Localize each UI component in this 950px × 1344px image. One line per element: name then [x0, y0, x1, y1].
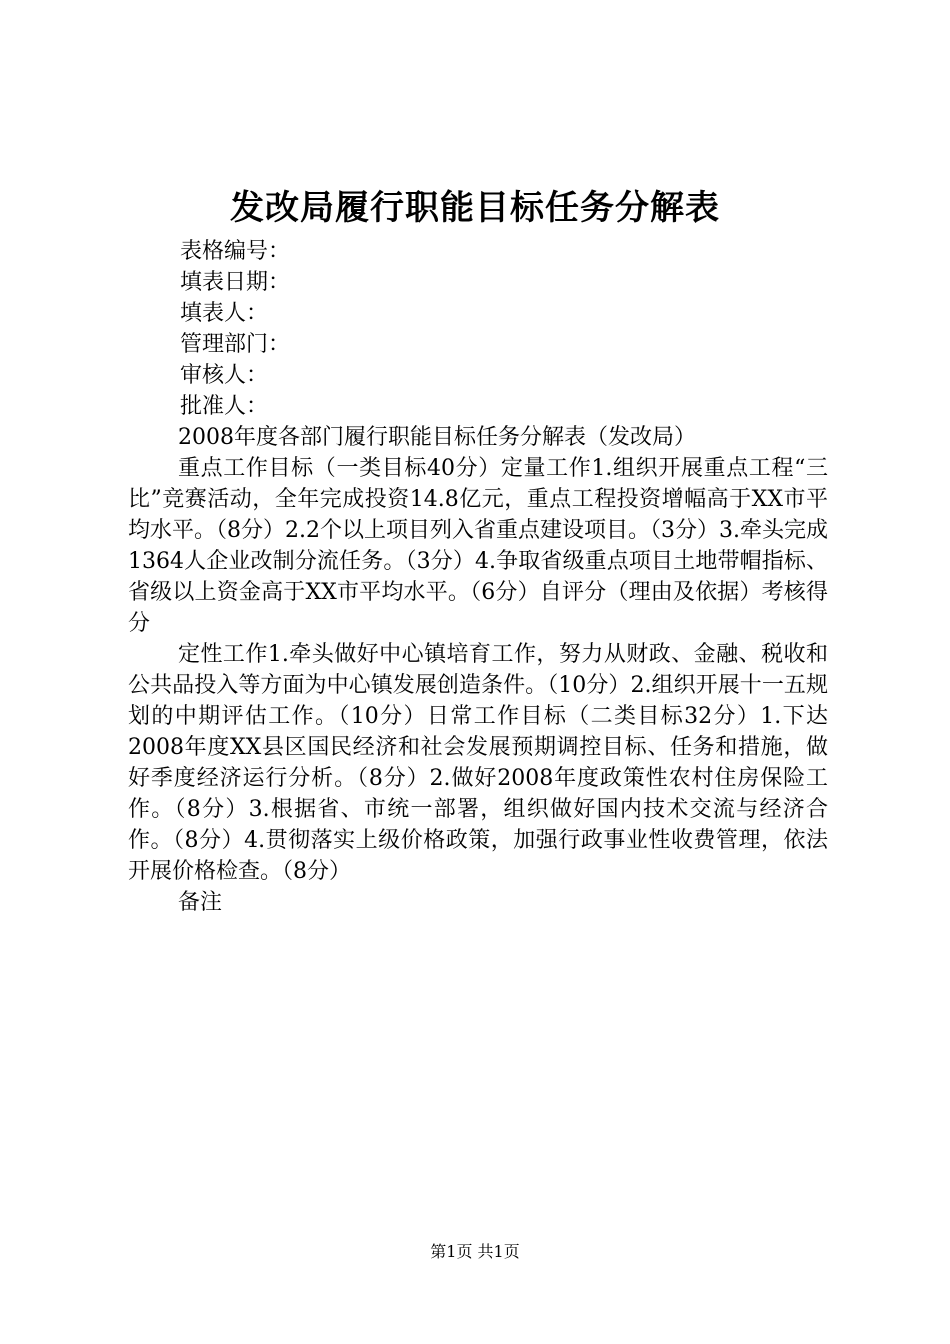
- meta-field-department: 管理部门：: [180, 332, 291, 357]
- page-title: 发改局履行职能目标任务分解表: [230, 188, 720, 228]
- page-number-footer: 第1页 共1页: [430, 1242, 520, 1261]
- table-subtitle-paragraph: 2008年度各部门履行职能目标任务分解表（发改局）: [178, 425, 696, 450]
- meta-field-approver: 批准人：: [180, 394, 269, 419]
- meta-field-reviewer: 审核人：: [180, 363, 269, 388]
- meta-field-list: [180, 236, 820, 422]
- remarks-paragraph: 备注: [178, 890, 223, 915]
- meta-field-form-number: 表格编号：: [180, 239, 291, 264]
- document-body: [128, 422, 828, 918]
- qualitative-work-paragraph: 定性工作1.牵头做好中心镇培育工作，努力从财政、金融、税收和公共品投入等方面为中心镇发展创造条件。（10分）2.组织开展十一五规划的中期评估工作。（10分）日常工作目标（二类目标32分）1.下达2008年度XX县区国民经济和社会发展预期调控目标、任务和措施，做好季度经济运行分析。（8分）2.做好2008年度政策性农村住房保险工作。（8分）3.根据省、市统一部署，组织做好国内技术交流与经济合作。（8分）4.贯彻落实上级价格政策，加强行政事业性收费管理，依法开展价格检查。（8分）: [128, 642, 828, 884]
- meta-field-filled-by: 填表人：: [180, 301, 269, 326]
- key-work-targets-paragraph: 重点工作目标（一类目标40分）定量工作1.组织开展重点工程“三比”竞赛活动，全年完成投资14.8亿元，重点工程投资增幅高于XX市平均水平。（8分）2.2个以上项目列入省重点建设项目。（3分）3.牵头完成1364人企业改制分流任务。（3分）4.争取省级重点项目土地带帽指标、省级以上资金高于XX市平均水平。（6分）自评分（理由及依据）考核得分: [128, 456, 828, 636]
- meta-field-fill-date: 填表日期：: [180, 270, 291, 295]
